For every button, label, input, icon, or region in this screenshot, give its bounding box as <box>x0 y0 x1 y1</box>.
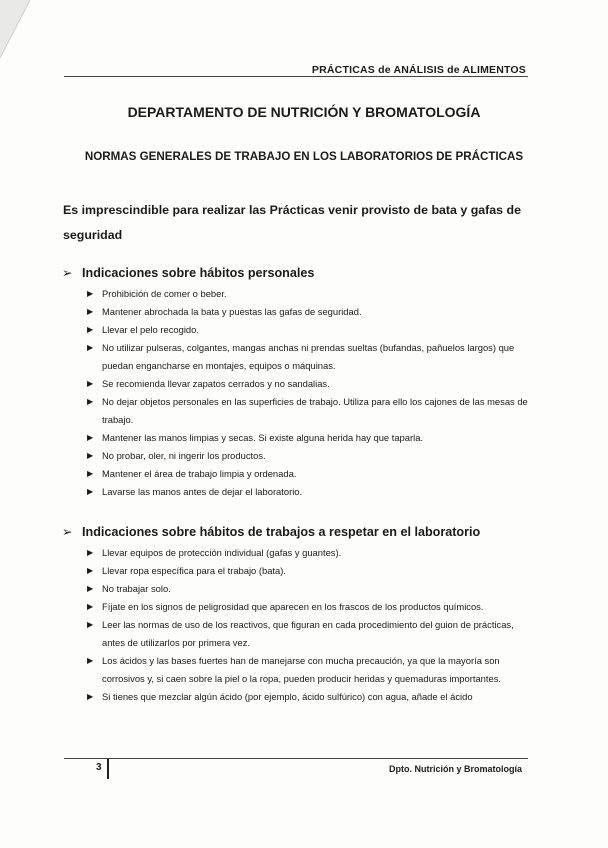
triangle-bullet-icon: ▶ <box>87 433 94 442</box>
running-header-title: PRÁCTICAS de ANÁLISIS de ALIMENTOS <box>311 64 526 76</box>
footer-rule <box>64 758 528 759</box>
list-item <box>86 339 530 375</box>
department-title: DEPARTAMENTO DE NUTRICIÓN Y BROMATOLOGÍA <box>127 104 481 120</box>
triangle-bullet-icon: ▶ <box>87 487 94 496</box>
personal-habits-list <box>86 285 530 501</box>
list-item-text: No probar, oler, ni ingerir los productos. <box>102 450 266 461</box>
arrow-bullet-icon: ➢ <box>62 525 73 539</box>
list-item-text: No dejar objetos personales en las superficies de trabajo. Utiliza para ello los cajones de las mesas de trabajo. <box>102 396 528 425</box>
norms-title: NORMAS GENERALES DE TRABAJO EN LOS LABORATORIOS DE PRÁCTICAS <box>84 150 524 163</box>
list-item-text: No trabajar solo. <box>102 583 171 594</box>
section-heading-lab-work-habits <box>62 524 542 539</box>
list-item <box>86 688 530 706</box>
intro-paragraph: Es imprescindible para realizar las Prácticas venir provisto de bata y gafas de seguridad <box>63 203 521 242</box>
list-item <box>86 285 530 303</box>
triangle-bullet-icon: ▶ <box>87 656 94 665</box>
list-item-text: Lavarse las manos antes de dejar el laboratorio. <box>102 486 303 497</box>
list-item-text: Los ácidos y las bases fuertes han de manejarse con mucha precaución, ya que la mayoría son corrosivos y, si caen sobre la piel o la ropa, pueden producir heridas y quemaduras importantes. <box>102 655 501 684</box>
triangle-bullet-icon: ▶ <box>87 307 94 316</box>
triangle-bullet-icon: ▶ <box>87 692 94 701</box>
list-item <box>86 465 530 483</box>
lab-work-habits-list <box>86 544 530 706</box>
list-item <box>86 544 530 562</box>
list-item <box>86 429 530 447</box>
list-item <box>86 616 530 652</box>
arrow-bullet-icon: ➢ <box>62 266 73 280</box>
triangle-bullet-icon: ▶ <box>87 602 94 611</box>
list-item-text: Llevar ropa específica para el trabajo (bata). <box>102 565 286 576</box>
list-item-text: Mantener el área de trabajo limpia y ordenada. <box>102 468 297 479</box>
triangle-bullet-icon: ▶ <box>87 620 94 629</box>
triangle-bullet-icon: ▶ <box>87 397 94 406</box>
list-item-text: Prohibición de comer o beber. <box>102 288 227 299</box>
list-item-text: No utilizar pulseras, colgantes, mangas anchas ni prendas sueltas (bufandas, pañuelos largos) que puedan engancharse en montajes, equipos o máquinas. <box>102 342 515 371</box>
triangle-bullet-icon: ▶ <box>87 343 94 352</box>
page-number-bar <box>107 759 109 779</box>
triangle-bullet-icon: ▶ <box>87 584 94 593</box>
triangle-bullet-icon: ▶ <box>87 566 94 575</box>
list-item <box>86 598 530 616</box>
list-item <box>86 580 530 598</box>
triangle-bullet-icon: ▶ <box>87 469 94 478</box>
list-item <box>86 303 530 321</box>
header-rule <box>64 76 528 77</box>
list-item <box>86 393 530 429</box>
list-item <box>86 375 530 393</box>
list-item-text: Leer las normas de uso de los reactivos, que figuran en cada procedimiento del guion de prácticas, antes de utilizarlos por primera vez. <box>102 619 514 648</box>
section-heading-text: Indicaciones sobre hábitos personales <box>82 266 315 280</box>
list-item-text: Mantener abrochada la bata y puestas las gafas de seguridad. <box>102 306 362 317</box>
list-item-text: Llevar equipos de protección individual (gafas y guantes). <box>102 547 342 558</box>
triangle-bullet-icon: ▶ <box>87 451 94 460</box>
section-heading-text: Indicaciones sobre hábitos de trabajos a respetar en el laboratorio <box>82 525 481 539</box>
list-item <box>86 447 530 465</box>
list-item <box>86 562 530 580</box>
list-item <box>86 652 530 688</box>
list-item <box>86 483 530 501</box>
section-heading-personal-habits <box>62 265 542 280</box>
list-item-text: Llevar el pelo recogido. <box>102 324 199 335</box>
page-number: 3 <box>96 762 102 773</box>
list-item-text: Se recomienda llevar zapatos cerrados y no sandalias. <box>102 378 330 389</box>
triangle-bullet-icon: ▶ <box>87 548 94 557</box>
list-item-text: Mantener las manos limpias y secas. Si existe alguna herida hay que taparla. <box>102 432 424 443</box>
triangle-bullet-icon: ▶ <box>87 379 94 388</box>
page-corner-mark <box>0 0 40 60</box>
triangle-bullet-icon: ▶ <box>87 325 94 334</box>
list-item-text: Fíjate en los signos de peligrosidad que aparecen en los frascos de los productos químicos. <box>102 601 484 612</box>
list-item-text: Si tienes que mezclar algún ácido (por ejemplo, ácido sulfúrico) con agua, añade el ácido <box>102 691 473 702</box>
triangle-bullet-icon: ▶ <box>87 289 94 298</box>
footer-department: Dpto. Nutrición y Bromatología <box>388 764 522 774</box>
list-item <box>86 321 530 339</box>
